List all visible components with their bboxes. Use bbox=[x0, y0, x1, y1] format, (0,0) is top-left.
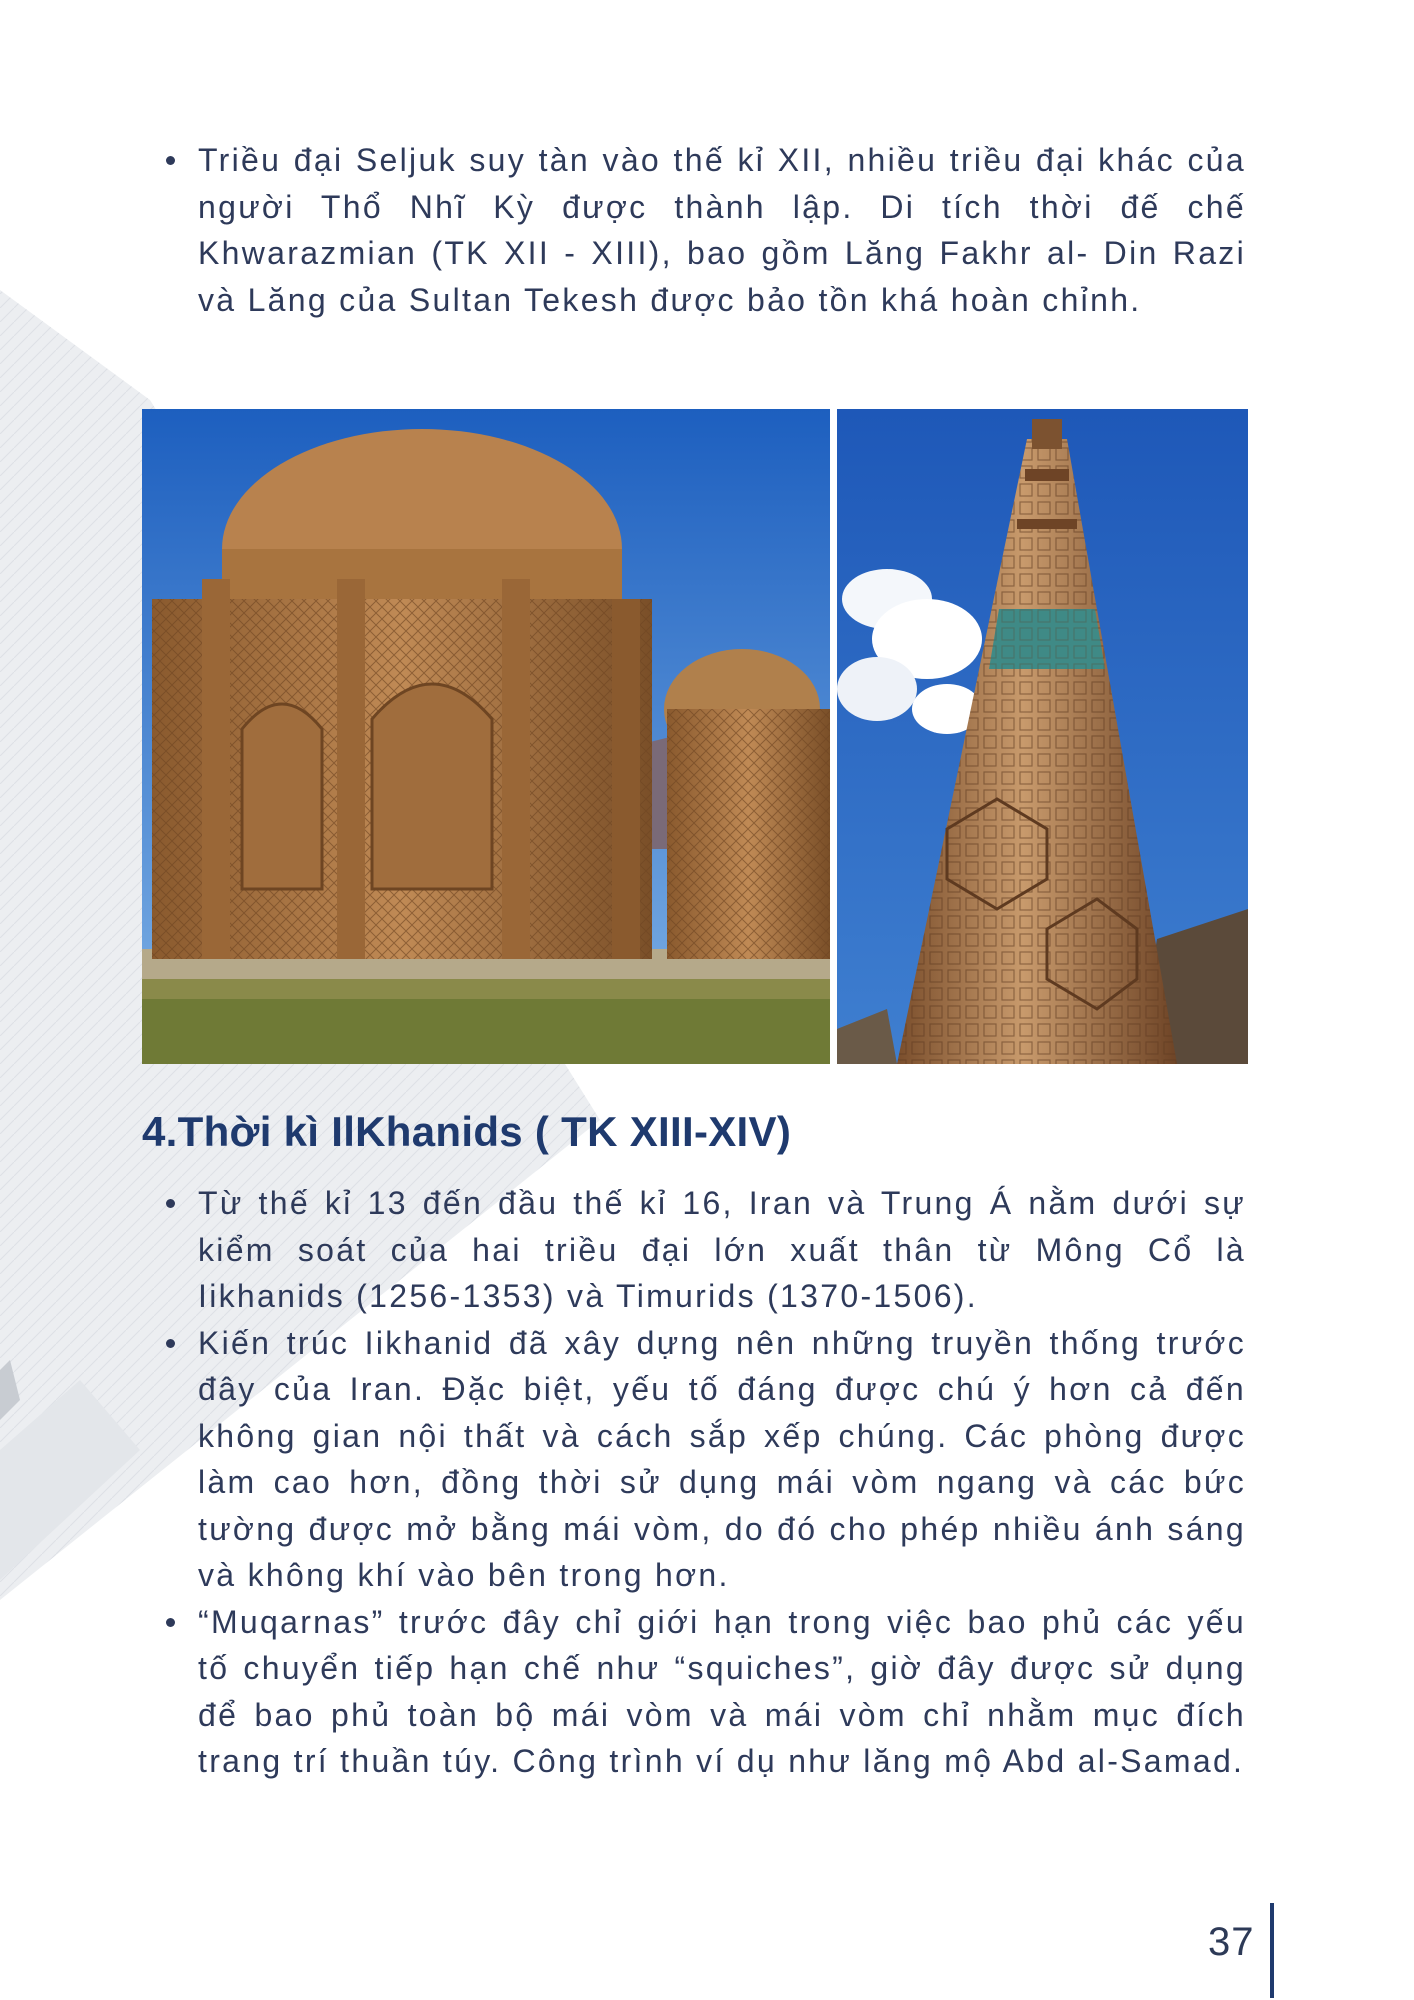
list-item: Từ thế kỉ 13 đến đầu thế kỉ 16, Iran và Trung Á nằm dưới sự kiểm soát của hai triều đại lớn xuất thân từ Mông Cổ là Iikhanids (1256-1353) và Timurids (1370-1506). bbox=[162, 1180, 1246, 1320]
ilkhanid-bullet-list bbox=[162, 1180, 1246, 1785]
page-number-rule bbox=[1270, 1903, 1274, 1998]
minaret-photo bbox=[837, 409, 1248, 1064]
list-item: Kiến trúc Iikhanid đã xây dựng nên những truyền thống trước đây của Iran. Đặc biệt, yếu tố đáng được chú ý hơn cả đến không gian nội thất và cách sắp xếp chúng. Các phòng được làm cao hơn, đồng thời sử dụng mái vòm ngang và các bức tường được mở bằng mái vòm, do đó cho phép nhiều ánh sáng và không khí vào bên trong hơn. bbox=[162, 1320, 1246, 1599]
list-item: Triều đại Seljuk suy tàn vào thế kỉ XII, nhiều triều đại khác của người Thổ Nhĩ Kỳ được thành lập. Di tích thời đế chế Khwarazmian (TK XII - XIII), bao gồm Lăng Fakhr al- Din Razi và Lăng của Sultan Tekesh được bảo tồn khá hoàn chỉnh. bbox=[162, 137, 1246, 323]
list-item: “Muqarnas” trước đây chỉ giới hạn trong việc bao phủ các yếu tố chuyển tiếp hạn chế như “squiches”, giờ đây được sử dụng để bao phủ toàn bộ mái vòm và mái vòm chỉ nhằm mục đích trang trí thuần túy. Công trình ví dụ như lăng mộ Abd al-Samad. bbox=[162, 1599, 1246, 1785]
tomb-towers-photo bbox=[142, 409, 830, 1064]
page-number: 37 bbox=[1208, 1920, 1255, 1964]
section-heading: 4.Thời kì IlKhanids ( TK XIII-XIV) bbox=[142, 1108, 792, 1155]
intro-bullet-list bbox=[162, 137, 1246, 323]
